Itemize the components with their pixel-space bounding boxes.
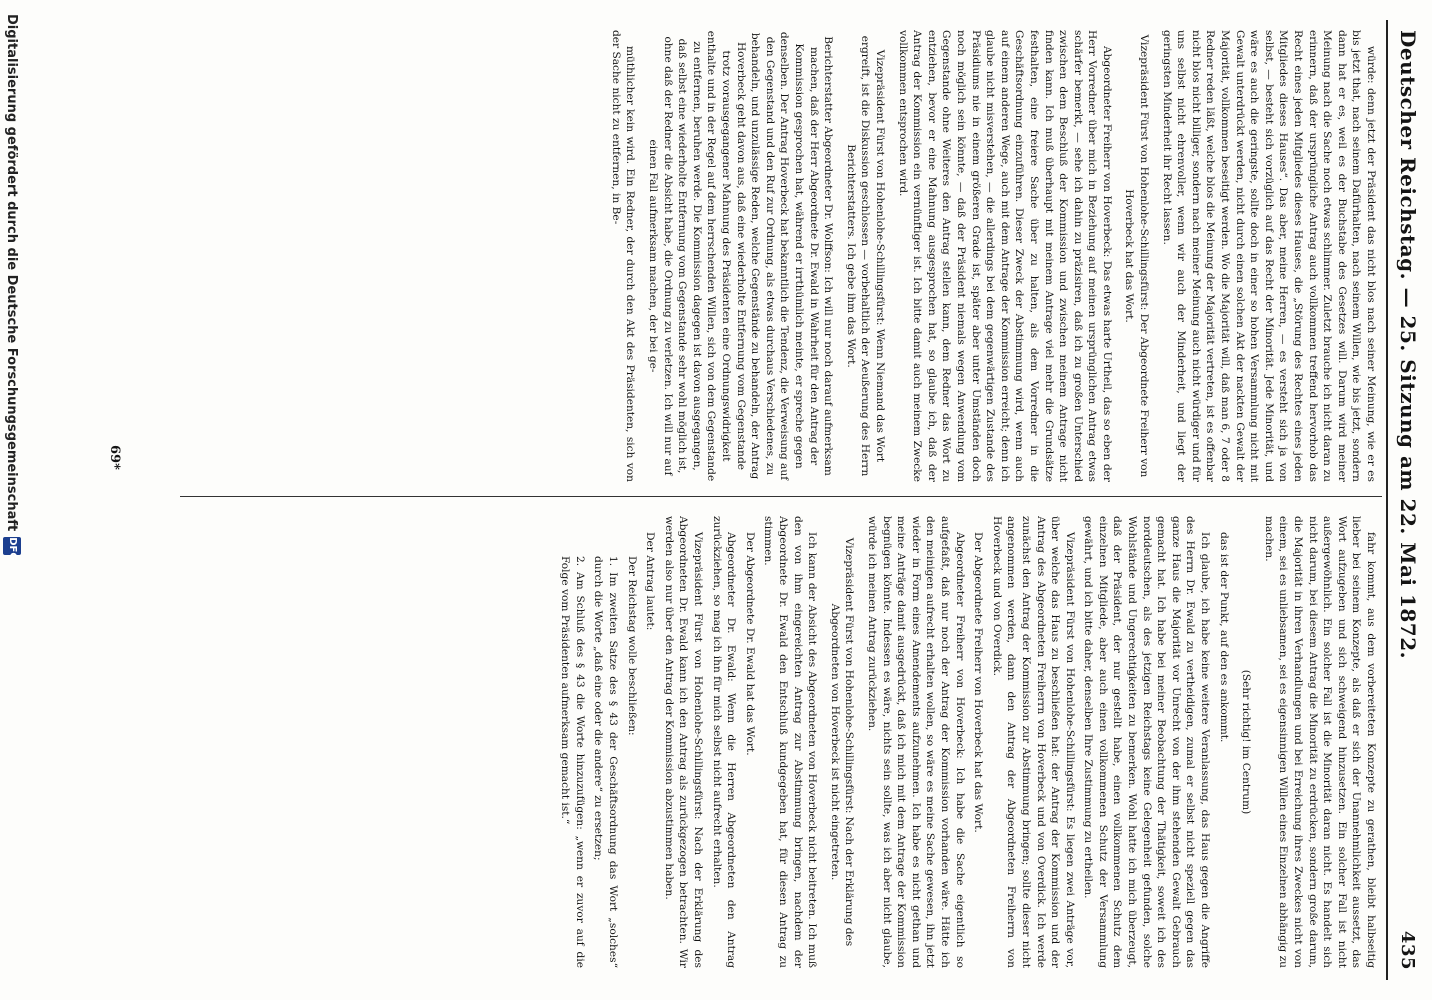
- paragraph: 2. Am Schluß des § 43 die Worte hinzuzufügen: „wenn er zuvor auf die Folge vom Präsidenten aufmerksam gemacht ist.“: [559, 556, 586, 968]
- paragraph: würde: denn jetzt der Präsident das nicht blos nach seiner Meinung, wie er es bis jetzt that, nach seinem Dafürhalten, nach seinem Willen, wie bis jetzt, sondern dann hat er es, weil es der Buchstabe des Gesetzes will. Darum wird meiner Meinung nach die Sache noch etwas schlimmer. Zuletzt brauche ich nicht daran zu erinnern, daß der ursprüngliche Antrag auch vollkommen treffend hervorhob das Recht eines jeden Mitgliedes dieses Hauses, die „Störung des Rechtes eines jeden Mitgliedes dieses Hauses“. Das aber, meine Herren, — es versteht sich ja von selbst, — besteht sich vorzüglich auf das Recht der Minorität. Jede Minorität, und wäre es auch die geringste, sollte doch in einer so hohen Versammlung nicht mit Gewalt unterdrückt werden, nicht durch einen solchen Akt der nackten Gewalt der Majorität, vollkommen beseitigt werden. Wo die Majorität will, daß man 6, 7 oder 8 Redner reden läßt, welche blos die Meinung der Majorität vertreten, ist es offenbar nicht blos nicht billiger, sondern nach meiner Meinung auch nicht würdiger und für uns selbst nicht ehrenvoller, wenn wir auch der Minderheit, und liegt der geringsten Minderheit ihr Recht lassen.: [1160, 30, 1377, 482]
- right-column: [498, 516, 1378, 968]
- header-rule: [1386, 20, 1388, 980]
- paragraph: Ich kann der Absicht des Abgeordneten von Hoverbeck nicht beitreten. Ich muß den von ihm eingereichten Antrag zur Abstimmung bringen, nachdem der Abgeordnete Dr. Ewald den Entschluß kundgegeben hat, für diesen Antrag zu stimmen.: [762, 516, 819, 968]
- paragraph: das ist der Punkt, auf den es ankommt.: [1217, 532, 1230, 743]
- paragraph: Der Antrag lautet:: [644, 532, 657, 631]
- paragraph: Abgeordneter Freiherr von Hoverbeck: Ich habe die Sache eigentlich so aufgefaßt, daß nur noch der Antrag der Kommission vorhanden wäre. Hätte ich den meinigen aufrecht erhalten wollen, so wäre es meine Sache gewesen, ihn jetzt wieder in Form eines Amendements aufzunehmen. Ich habe es nicht gethan und meine Anträge damit ausgedrückt, daß ich mich mit dem Antrage der Kommission begnügen könnte. Indessen es wäre, nichts sein sollte, was ich aber nicht glaube, würde ich meinen Antrag zurückziehen.: [866, 516, 966, 968]
- paragraph: Vizepräsident Fürst von Hohenlohe-Schillingsfürst: Der Abgeordnete Freiherr von Hoverbeck hat das Wort.: [1123, 34, 1151, 478]
- paragraph: 1. Im zweiten Satze des § 43 der Geschäftsordnung das Wort „solches“ durch die Worte „daß eine oder die andere“ zu ersetzen;: [592, 556, 620, 968]
- paragraph: Abgeordneter Dr. Ewald: Wenn die Herren Abgeordneten den Antrag zurückziehen, so mag ich ihn für mich selbst nicht aufrecht erhalten.: [710, 516, 738, 968]
- paragraph: Vizepräsident Fürst von Hohenlohe-Schillingsfürst: Nach der Erklärung des Abgeordneten von Hoverbeck ist nicht eingetreten.: [828, 537, 856, 947]
- column-divider: [180, 496, 1382, 497]
- signature-mark: 69*: [107, 445, 122, 470]
- digitization-footer: [0, 0, 24, 1000]
- paragraph: Berichterstatter Abgeordneter Dr. Wolffson: Ich will nur noch darauf aufmerksam machen, daß der Herr Abgeordnete Dr. Ewald in Wahrheit für den Antrag der Kommission gesprochen hat, während er irrthümlich meinte, er spreche gegen denselben. Der Antrag Hoverbeck hat bekanntlich die Tendenz, die Verweisung auf den Gegenstand und den Ruf zur Ordnung, als etwas durchaus Verschiedenes, zu behandeln, und unzulässige Reden, welche Gegenstände zu behandeln, der Antrag Hoverbeck geht davon aus, daß eine wiederholte Entfernung vom Gegenstande trotz vorausgegangener Mahnung des Präsidenten eine Ordnungswidrigkeit enthalte und in der Regel auf dem herrschenden Willen, sich von dem Gegenstande zu entfernen, beruhen werde. Die Kommission dagegen ist davon ausgegangen, daß selbst eine wiederholte Entfernung vom Gegenstande sehr wohl möglich ist, ohne daß der Redner die Absicht habe, die Ordnung zu verletzen. Ich will nur auf einen Fall aufmerksam machen, der bei ge-: [647, 30, 835, 482]
- paragraph: Abgeordneter Freiherr von Hoverbeck: Das etwas harte Urtheil, das so eben der Herr Vorredner über mich in Beziehung auf meinen ursprünglichen Antrag etwas schärfer bemerkt, — sehe ich dahin zu präzisiren, daß ich zu großen Unterschied zwischen dem Beschluß der Kommission und zwischen meinem Antrage nicht finden kann. Ich muß überhaupt mit meinem Antrage viel mehr die Grundsätze festhalten, eine freiere Sache über zu halten, als dem Vorredner in die Geschäftsordnung einzuführen. Dieser Zweck der Abstimmung wird, wenn auch auf einem anderen Wege, auch mit dem Antrage der Kommission erreicht; denn ich glaube nicht misverstehen, — die allerdings bei dem gegenwärtigen Zustande des Präsidiums nie in einem größeren Grade ist, später aber unter Umständen doch noch möglich sein könnte, — daß der Präsident niemals wegen Anwendung vom Gegenstande ohne Weiteres den Antrag stellen kann, dem Redner das Wort zu entziehen, bevor er eine Mahnung ausgesprochen hat, so glaube ich, daß der Antrag der Kommission ein vernünftiger ist. Ich bitte damit auch meinem Zwecke vollkommen entsprochen wird.: [896, 30, 1113, 482]
- paragraph: Der Reichstag wolle beschließen:: [625, 556, 638, 736]
- paragraph: Vizepräsident Fürst von Hohenlohe-Schillingsfürst: Wenn Niemand das Wort ergreift, ist die Diskussion geschlossen — vorbehaltlich der Aeußerung des Herrn Berichterstatters. Ich gebe ihm das Wort.: [844, 35, 886, 477]
- paragraph: Vizepräsident Fürst von Hohenlohe-Schillingsfürst: Nach der Erklärung des Abgeordneten Dr. Ewald kann ich den Antrag als zurückgezogen betrachten. Wir werden also nur über den Antrag der Kommission abzustimmen haben.: [662, 516, 705, 968]
- paragraph: fahr kommt, aus dem vorbereiteten Konzepte zu gerathen, bleibt halbseitig lieber bei seinem Konzepte, als daß er sich der Unannehmlichkeit aussetzt, das Wort aufzugeben und sich schweigend hinzusetzen. Ein solcher Fall ist nicht außergewöhnlich. Ein solcher Fall ist die Minorität daran nicht. Es handelt sich nicht darum, bei diesem Antrag die Minorität zu erdrücken, sondern große darum, die Majorität in ihren Verhandlungen und bei Erreichung ihres Zweckes nicht von einem, sei es unliebsamen, sei es eigensinnigen Willen eines Einzelnen abhängig zu machen.: [1262, 516, 1377, 968]
- dfg-logo: DFG: [3, 537, 21, 555]
- page-header: [1390, 30, 1426, 970]
- left-column: [188, 30, 1378, 482]
- paragraph: (Sehr richtig! im Centrum): [1240, 669, 1253, 815]
- page-header-title: Deutscher Reichstag. — 25. Sitzung am 22. Mai 1872.: [1396, 30, 1420, 660]
- paragraph: Der Abgeordnete Freiherr von Hoverbeck hat das Wort.: [972, 532, 985, 833]
- paragraph: müthlicher kein wird. Ein Redner, der durch den Akt des Präsidenten, sich von der Sache nicht zu entfernen, in Be-: [609, 30, 637, 482]
- page-number: 435: [1397, 930, 1419, 970]
- paragraph: Der Abgeordnete Dr. Ewald hat das Wort.: [743, 532, 756, 756]
- paragraph: Ich glaube, ich habe keine weitere Veranlassung, das Haus gegen die Angriffe des Herrn Dr. Ewald zu vertheidigen, zumal er selbst nicht speziell gegen das ganze Haus die Majorität vor Unrecht von der ihm stehenden Gewalt Gebrauch gemacht hat. Ich habe bei meiner Beobachtung der Thätigkeit, soweit ich des norddeutschen, als des jetzigen Reichstags keine Gelegenheit gefunden, solche Wohlstände und Ungerechtigkeiten zu bemerken. Wohl hatte ich mich überzeugt, daß der Präsident, der nur gestellt habe, einen vollkommenen Schutz dem einzelnen Mitgliede, aber auch einen vollkommenen Schutz der Versammlung gewährt, und ich bitte daher, denselben Ihre Zustimmung zu ertheilen.: [1082, 516, 1212, 968]
- paragraph: Vizepräsident Fürst von Hohenlohe-Schillingsfürst: Es liegen zwei Anträge vor, über welche das Haus zu beschließen hat: der Antrag der Kommission und der Antrag des Abgeordneten Freiherrn von Hoverbeck und von Overdick. Ich werde zunächst den Antrag der Kommission zur Abstimmung bringen; sollte dieser nicht angenommen werden, dann den Antrag der Abgeordneten Freiherrn von Hoverbeck und von Overdick.: [990, 516, 1076, 968]
- digitization-note: Digitalisierung gefördert durch die Deutsche Forschungsgemeinschaft: [4, 14, 20, 532]
